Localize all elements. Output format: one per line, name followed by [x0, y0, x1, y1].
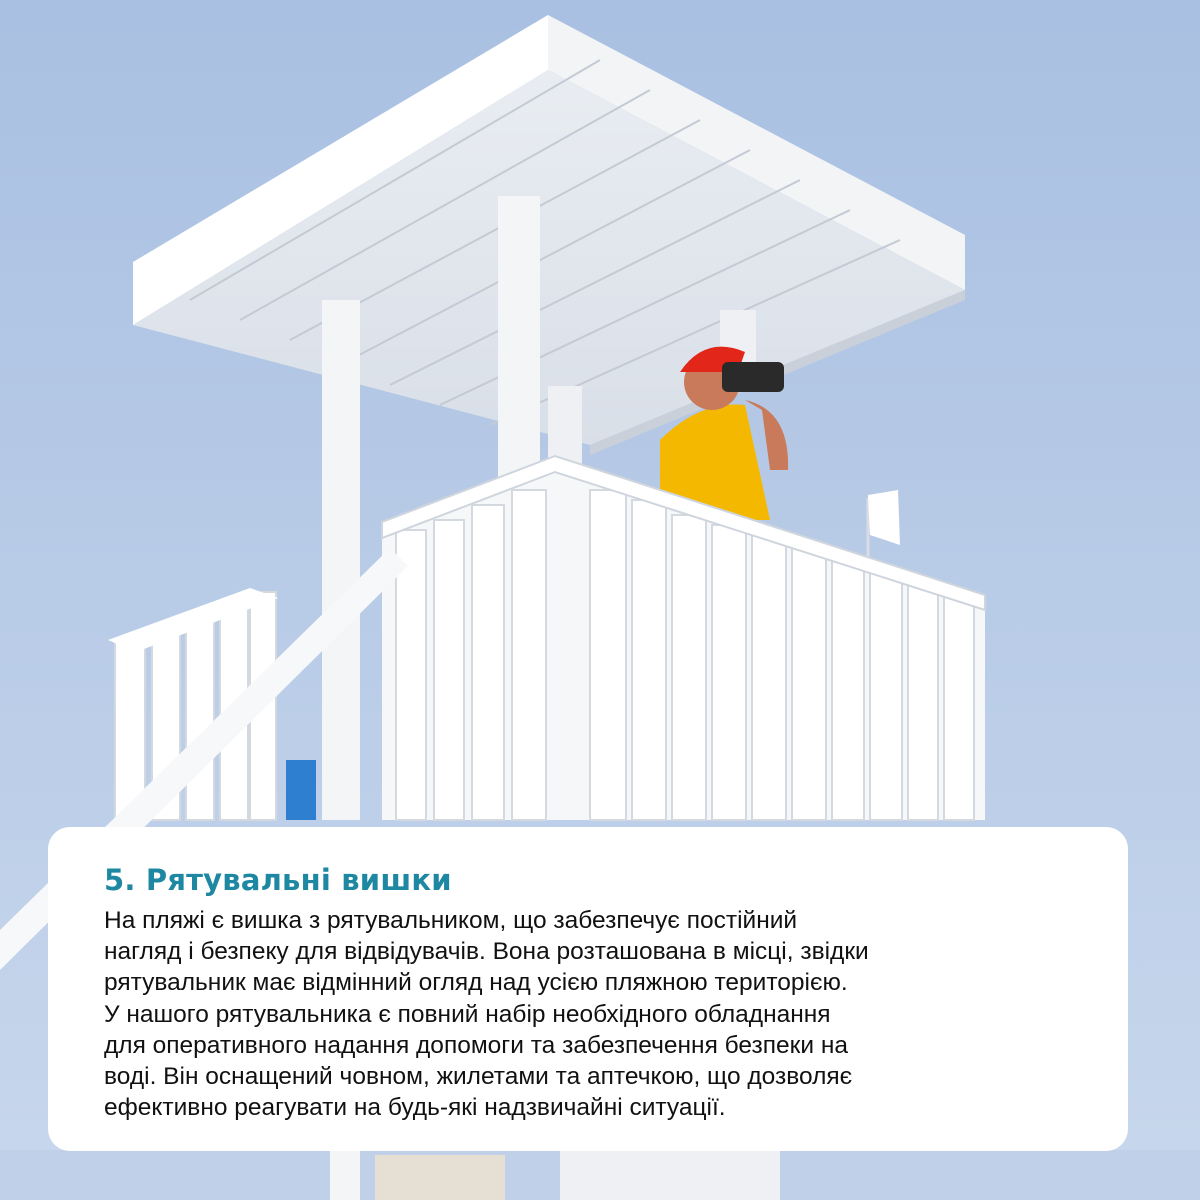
description-line: На пляжі є вишка з рятувальником, що забезпечує постійний	[104, 907, 798, 934]
description-line: У нашого рятувальника є повний набір необхідного обладнання	[104, 1000, 831, 1028]
card-description	[104, 905, 1084, 1123]
description-line: рятувальник має відмінний огляд над усією пляжною територією.	[104, 969, 848, 997]
card-title: 5. Рятувальні вишки	[104, 863, 452, 897]
description-line: для оперативного надання допомоги та забезпечення безпеки на	[104, 1031, 848, 1059]
description-line: воді. Він оснащений човном, жилетами та аптечкою, що дозволяє	[104, 1063, 853, 1091]
description-line: нагляд і безпеку для відвідувачів. Вона розташована в місці, звідки	[104, 938, 869, 966]
tower-post-left	[322, 300, 360, 820]
tower-post-center	[498, 196, 540, 486]
description-line: ефективно реагувати на будь-які надзвичайні ситуації.	[104, 1094, 726, 1122]
info-card	[48, 827, 1128, 1151]
